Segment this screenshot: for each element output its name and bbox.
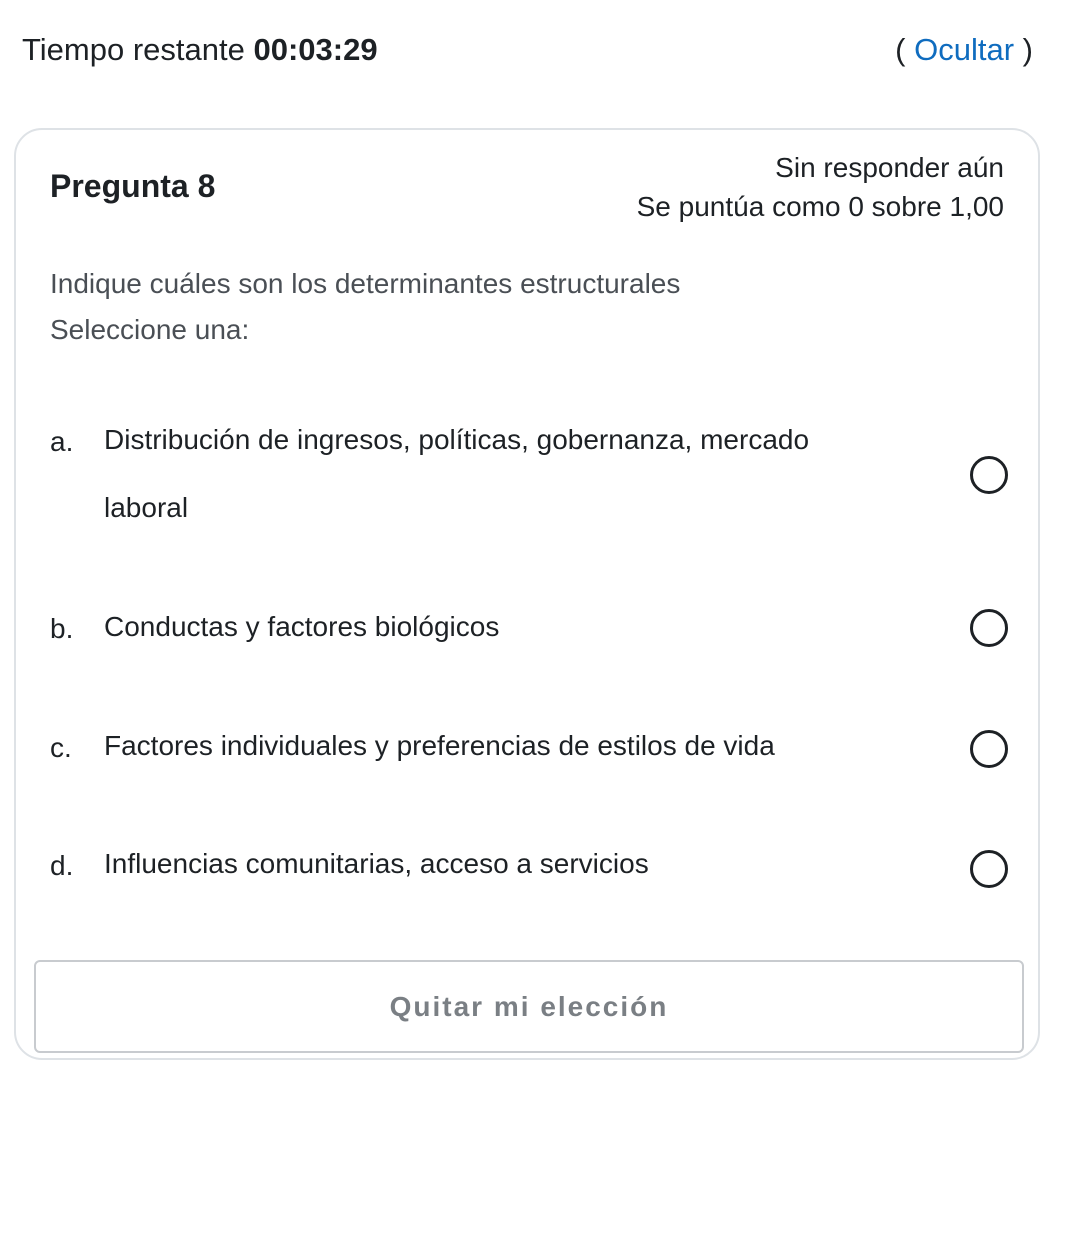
question-grade: Se puntúa como 0 sobre 1,00 [636, 191, 1004, 222]
question-card [14, 128, 1040, 1060]
answer-option-d[interactable] [50, 850, 1008, 900]
question-info [637, 148, 1004, 226]
time-remaining [22, 32, 378, 68]
answer-option-letter: d. [50, 850, 74, 881]
quiz-timer [22, 28, 1033, 72]
time-remaining-value: 00:03:29 [253, 32, 378, 67]
question-prompt: Seleccione una: [50, 314, 250, 345]
answer-option-label: Influencias comunitarias, acceso a servicios [104, 848, 649, 879]
answer-option-label: Distribución de ingresos, políticas, gobernanza, mercado laboral [104, 424, 810, 523]
hide-open-paren: ( [895, 32, 906, 67]
hide-timer-link[interactable]: Ocultar [914, 32, 1015, 67]
radio-button-d[interactable] [970, 850, 1008, 888]
radio-button-b[interactable] [970, 609, 1008, 647]
answer-option-label: Factores individuales y preferencias de estilos de vida [104, 730, 775, 761]
hide-timer-control [895, 32, 1033, 68]
question-text: Indique cuáles son los determinantes estructurales [50, 268, 681, 299]
answer-option-c[interactable] [50, 732, 1008, 782]
clear-choice-button[interactable]: Quitar mi elección [34, 960, 1024, 1053]
question-title: Pregunta 8 [50, 168, 216, 204]
radio-button-a[interactable] [970, 456, 1008, 494]
question-status: Sin responder aún [775, 152, 1004, 183]
radio-button-c[interactable] [970, 730, 1008, 768]
answer-option-letter: a. [50, 426, 74, 457]
answer-option-label: Conductas y factores biológicos [104, 611, 500, 642]
answer-option-a[interactable] [50, 426, 1008, 536]
answer-option-b[interactable] [50, 613, 1008, 663]
time-remaining-label: Tiempo restante [22, 32, 245, 67]
answer-option-letter: b. [50, 613, 74, 644]
hide-close-paren: ) [1022, 32, 1033, 67]
answer-option-letter: c. [50, 732, 72, 763]
